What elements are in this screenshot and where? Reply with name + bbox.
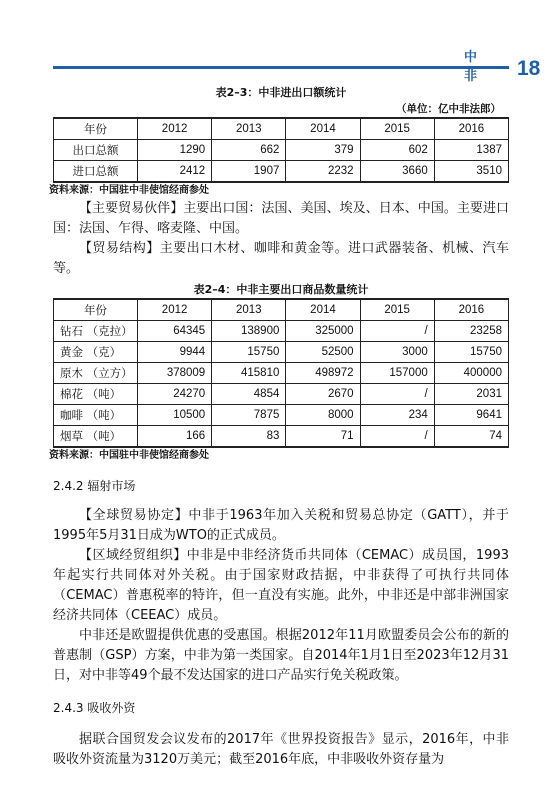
table1-caption: 表2–3：中非进出口额统计	[215, 86, 347, 99]
row-label: 咖啡 （吨）	[54, 405, 138, 426]
table-cell: 8000	[286, 405, 360, 426]
table-cell: 234	[360, 405, 434, 426]
paragraph-regional-orgs: 【区域经贸组织】中非是中非经济货币共同体（CEMAC）成员国，1993年起实行共同体对外关税。由于国家财政拮据，中非获得了可执行共同体（CEMAC）普惠税率的特许，但一直没有实施。此外，中非还是中部非洲国家经济共同体（CEEAC）成员。	[53, 548, 509, 623]
column-header: 2013	[212, 299, 286, 321]
table-cell: 10500	[138, 405, 212, 426]
paragraph-trade-partners: 【主要贸易伙伴】主要出口国：法国、美国、埃及、日本、中国。主要进口国：法国、乍得、喀麦隆、中国。	[53, 201, 509, 236]
table-row	[54, 363, 509, 384]
table-cell: 378009	[138, 363, 212, 384]
column-header: 年份	[54, 299, 138, 321]
header-rule	[53, 66, 509, 69]
table2-source: 资料来源：中国驻中非使馆经商参处	[49, 450, 209, 461]
table-cell: 1290	[138, 140, 212, 161]
table-cell: 325000	[286, 321, 360, 342]
column-header: 2014	[286, 118, 360, 140]
table-cell: 24270	[138, 384, 212, 405]
table-cell: 23258	[434, 321, 508, 342]
table-cell: 2412	[138, 161, 212, 183]
table-cell: 157000	[360, 363, 434, 384]
column-header: 2014	[286, 299, 360, 321]
table-cell: 662	[212, 140, 286, 161]
import-export-table	[53, 117, 509, 183]
table-cell: 3660	[360, 161, 434, 183]
table-row	[54, 321, 509, 342]
page-number: 18	[517, 57, 541, 80]
table1-unit: （单位：亿中非法郎）	[396, 103, 501, 115]
column-header: 2013	[212, 118, 286, 140]
paragraph-foreign-investment: 据联合国贸发会议发布的2017年《世界投资报告》显示，2016年，中非吸收外资流量为3120万美元；截至2016年底，中非吸收外资存量为	[53, 732, 509, 767]
table-cell: 71	[286, 426, 360, 448]
table-row	[54, 405, 509, 426]
table-cell: 2232	[286, 161, 360, 183]
export-commodities-table	[53, 298, 509, 448]
table-cell: 379	[286, 140, 360, 161]
column-header: 2015	[360, 299, 434, 321]
table-cell: 3510	[434, 161, 508, 183]
column-header: 2015	[360, 118, 434, 140]
table-cell: 74	[434, 426, 508, 448]
row-label: 黄金 （克）	[54, 342, 138, 363]
table-cell: 7875	[212, 405, 286, 426]
table-cell: 9641	[434, 405, 508, 426]
table-cell: 3000	[360, 342, 434, 363]
table-row	[54, 161, 509, 183]
table-cell: /	[360, 384, 434, 405]
table-row	[54, 426, 509, 448]
column-header: 2012	[138, 299, 212, 321]
paragraph-trade-structure: 【贸易结构】主要出口木材、咖啡和黄金等。进口武器装备、机械、汽车等。	[53, 241, 509, 276]
row-label: 出口总额	[54, 140, 138, 161]
table-cell: 400000	[434, 363, 508, 384]
table-cell: 415810	[212, 363, 286, 384]
table-header-row	[54, 118, 509, 140]
row-label: 棉花 （吨）	[54, 384, 138, 405]
table-row	[54, 342, 509, 363]
table-cell: 83	[212, 426, 286, 448]
row-label: 钻石 （克拉）	[54, 321, 138, 342]
paragraph-gatt: 【全球贸易协定】中非于1963年加入关税和贸易总协定（GATT），并于1995年5月31日成为WTO的正式成员。	[53, 508, 509, 543]
table-cell: 15750	[434, 342, 508, 363]
table-cell: 52500	[286, 342, 360, 363]
table-header-row	[54, 299, 509, 321]
table-cell: 166	[138, 426, 212, 448]
table-cell: 64345	[138, 321, 212, 342]
table2-caption: 表2–4：中非主要出口商品数量统计	[193, 283, 369, 296]
running-header-title: 中 非	[464, 50, 484, 84]
row-label: 原木 （立方）	[54, 363, 138, 384]
page-content	[49, 84, 509, 770]
table-cell: 498972	[286, 363, 360, 384]
paragraph-eu-gsp: 中非还是欧盟提供优惠的受惠国。根据2012年11月欧盟委员会公布的新的普惠制（GSP）方案，中非为第一类国家。自2014年1月1日至2023年12月31日，对中非等49个最不发达国家的进口产品实行免关税政策。	[53, 628, 509, 683]
table-cell: /	[360, 426, 434, 448]
section-heading-2-4-2: 2.4.2 辐射市场	[53, 479, 136, 493]
column-header: 2016	[434, 299, 508, 321]
table-cell: 4854	[212, 384, 286, 405]
table-cell: /	[360, 321, 434, 342]
table-cell: 2670	[286, 384, 360, 405]
column-header: 2016	[434, 118, 508, 140]
table-row	[54, 140, 509, 161]
table-cell: 1387	[434, 140, 508, 161]
table-cell: 1907	[212, 161, 286, 183]
row-label: 进口总额	[54, 161, 138, 183]
table-cell: 2031	[434, 384, 508, 405]
table-row	[54, 384, 509, 405]
section-heading-2-4-3: 2.4.3 吸收外资	[53, 701, 136, 715]
table-cell: 602	[360, 140, 434, 161]
column-header: 年份	[54, 118, 138, 140]
row-label: 烟草 （吨）	[54, 426, 138, 448]
table1-source: 资料来源：中国驻中非使馆经商参处	[49, 185, 209, 196]
table-cell: 15750	[212, 342, 286, 363]
table-cell: 138900	[212, 321, 286, 342]
column-header: 2012	[138, 118, 212, 140]
table-cell: 9944	[138, 342, 212, 363]
